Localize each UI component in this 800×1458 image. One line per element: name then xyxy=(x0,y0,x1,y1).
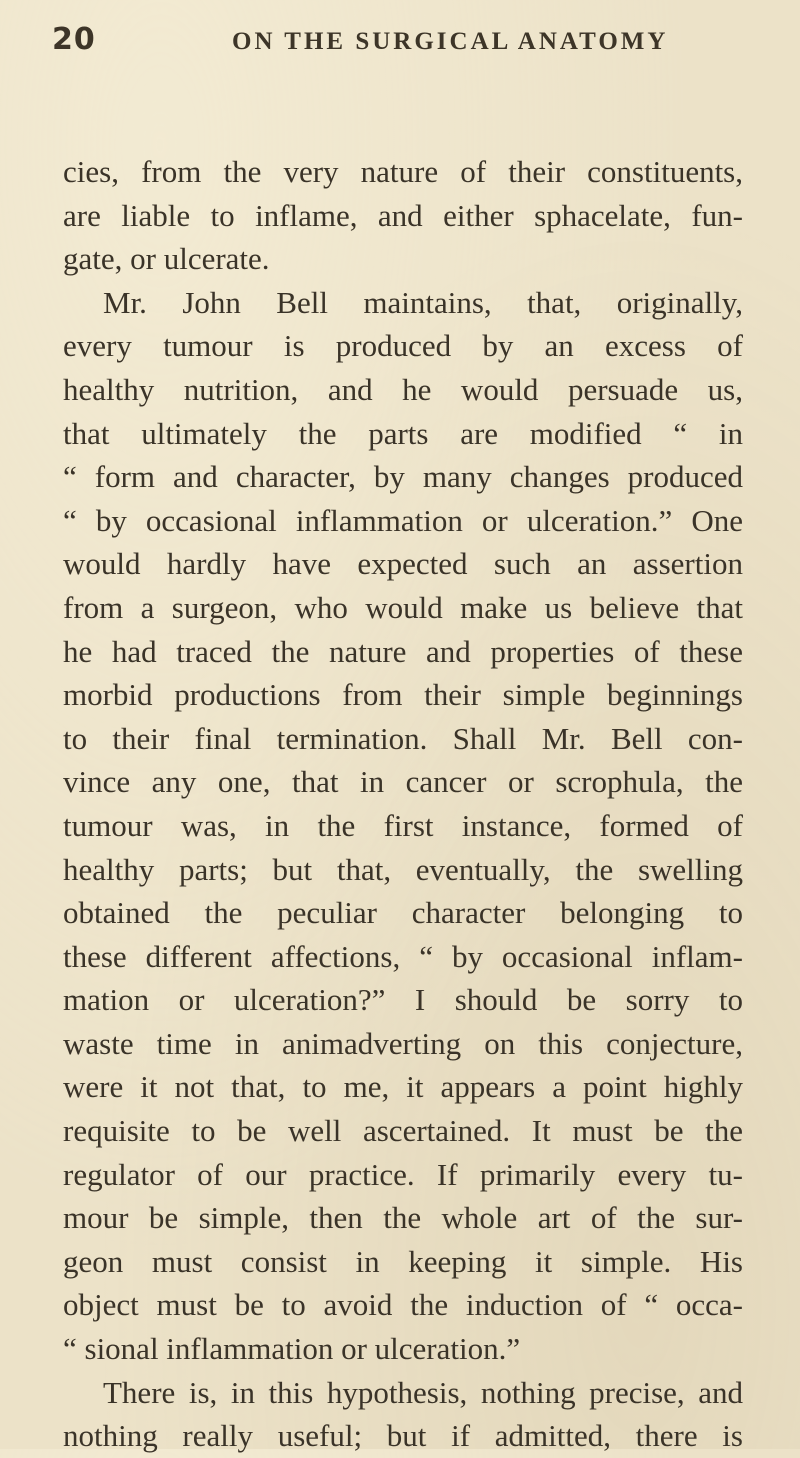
text-line: would hardly have expected such an assertion xyxy=(63,546,743,582)
text-line: “ sional inflammation or ulceration.” xyxy=(63,1331,521,1367)
text-line: mour be simple, then the whole art of the sur- xyxy=(63,1200,743,1236)
text-line: that ultimately the parts are modified “ in xyxy=(63,415,743,451)
text-line: healthy parts; but that, eventually, the swelling xyxy=(63,851,743,887)
text-line: Mr. John Bell maintains, that, originally, xyxy=(103,284,743,320)
running-head xyxy=(52,22,752,62)
text-line: waste time in animadverting on this conjecture, xyxy=(63,1025,743,1061)
text-line: vince any one, that in cancer or scrophula, the xyxy=(63,764,743,800)
page-number: 20 xyxy=(52,22,96,57)
running-title: ON THE SURGICAL ANATOMY xyxy=(232,28,669,55)
text-line: object must be to avoid the induction of “ occa- xyxy=(63,1287,743,1323)
text-line: cies, from the very nature of their constituents, xyxy=(63,154,743,189)
text-line: from a surgeon, who would make us believe that xyxy=(63,589,743,625)
text-line: every tumour is produced by an excess of xyxy=(63,328,743,364)
text-line: were it not that, to me, it appears a point highly xyxy=(63,1069,743,1105)
text-line: tumour was, in the first instance, formed of xyxy=(63,807,743,843)
text-line: nothing really useful; but if admitted, there is xyxy=(63,1418,743,1454)
text-line: requisite to be well ascertained. It must be the xyxy=(63,1113,743,1149)
text-line: to their final termination. Shall Mr. Bell con- xyxy=(63,720,743,756)
text-line: obtained the peculiar character belonging to xyxy=(63,895,743,931)
text-line: gate, or ulcerate. xyxy=(63,241,270,277)
body-text xyxy=(63,150,743,1458)
text-line: he had traced the nature and properties of these xyxy=(63,633,743,669)
text-line: “ form and character, by many changes produced xyxy=(63,459,743,495)
text-line: are liable to inflame, and either sphacelate, fun- xyxy=(63,197,743,233)
text-line: these different affections, “ by occasional inflam- xyxy=(63,938,743,974)
text-line: morbid productions from their simple beginnings xyxy=(63,677,743,713)
text-line: “ by occasional inflammation or ulceration.” One xyxy=(63,502,743,538)
text-line: healthy nutrition, and he would persuade us, xyxy=(63,371,743,407)
text-line: There is, in this hypothesis, nothing precise, and xyxy=(103,1374,743,1410)
text-line: mation or ulceration?” I should be sorry to xyxy=(63,982,743,1018)
text-line: geon must consist in keeping it simple. His xyxy=(63,1243,743,1279)
text-line: regulator of our practice. If primarily every tu- xyxy=(63,1156,743,1192)
